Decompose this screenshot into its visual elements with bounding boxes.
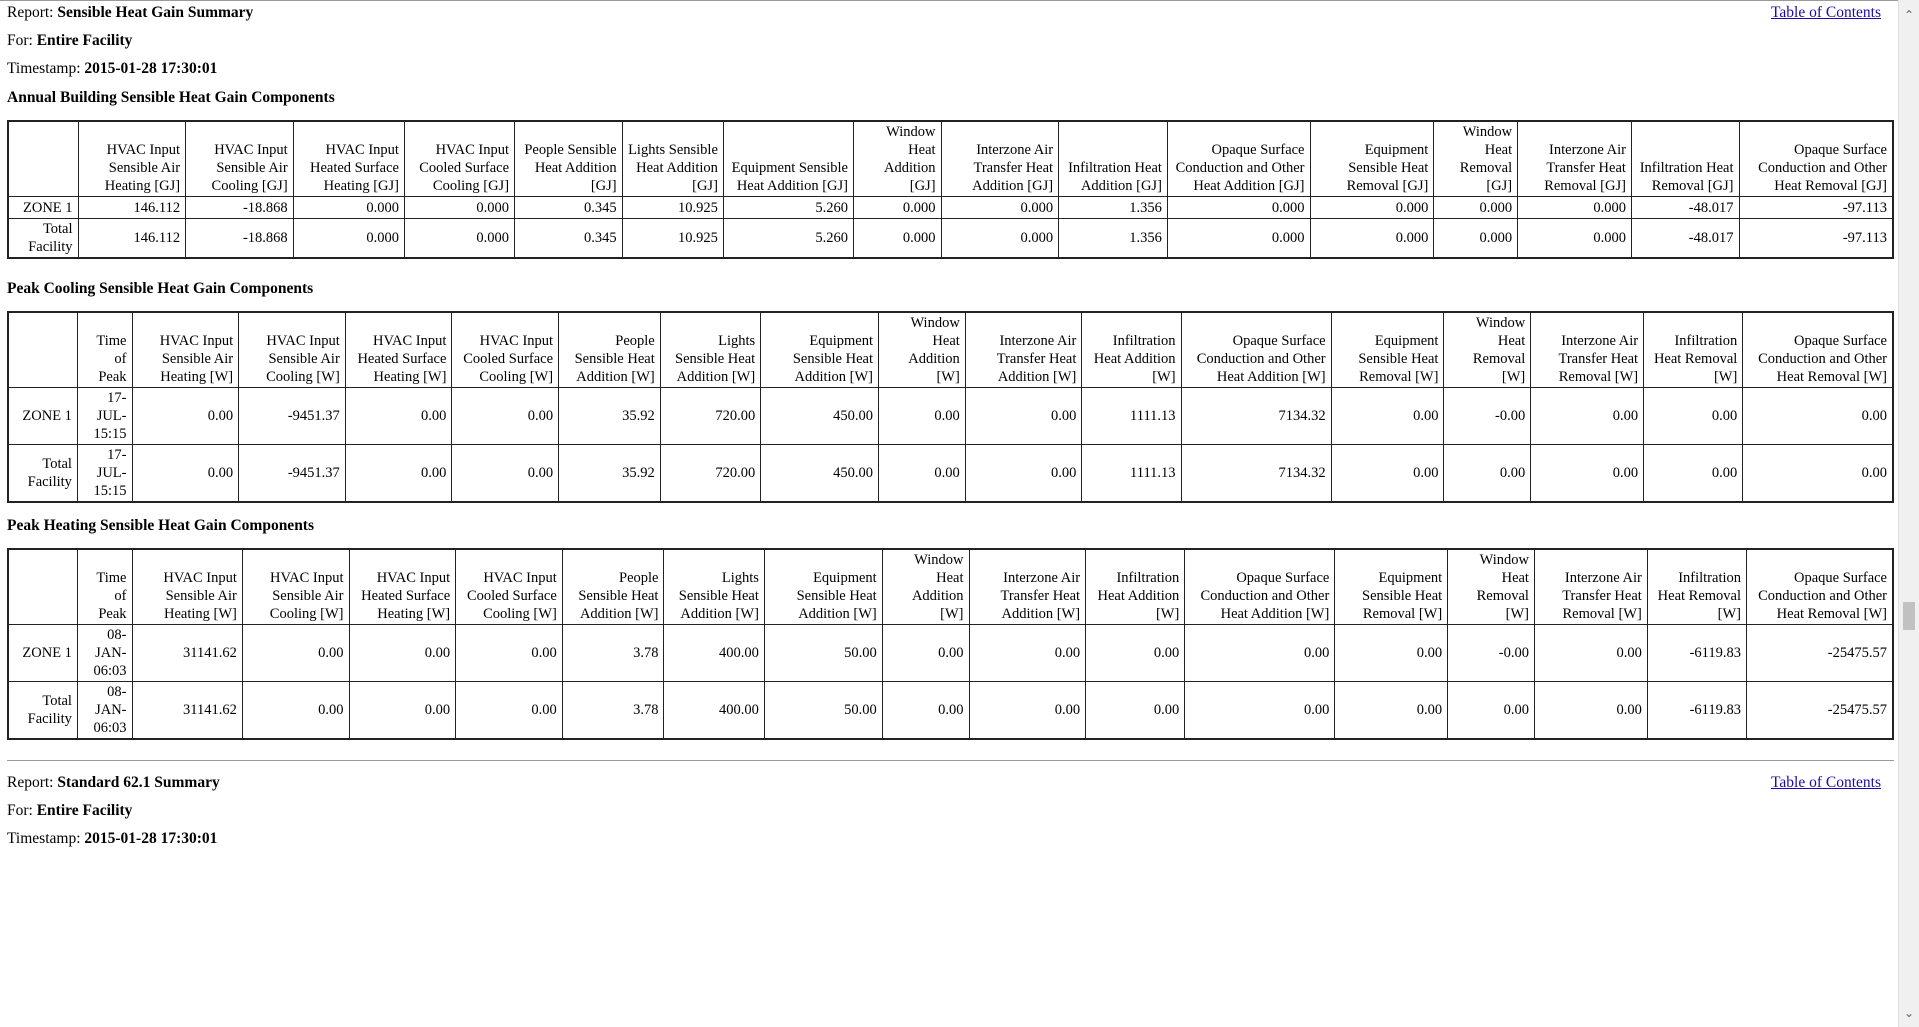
table-cell: 0.00 (345, 445, 452, 503)
table-cell: 0.00 (1644, 445, 1743, 503)
column-header: Lights Sensible Heat Addition [GJ] (622, 121, 723, 197)
table-cell: 720.00 (660, 388, 760, 445)
table-cell: 0.00 (1185, 625, 1335, 682)
table-cell: 0.00 (1335, 625, 1448, 682)
column-header: HVAC Input Cooled Surface Cooling [W] (456, 549, 563, 625)
chevron-up-icon[interactable]: ⌃ (1903, 8, 1915, 22)
column-header: Infiltration Heat Removal [W] (1644, 312, 1743, 388)
column-header: HVAC Input Sensible Air Heating [GJ] (78, 121, 186, 197)
table-cell: 0.00 (1086, 682, 1185, 740)
column-header: Opaque Surface Conduction and Other Heat Removal [GJ] (1739, 121, 1893, 197)
column-header: Opaque Surface Conduction and Other Heat Addition [W] (1185, 549, 1335, 625)
row-header-cell: Total Facility (8, 445, 77, 503)
table-cell: 0.00 (456, 625, 563, 682)
column-header: HVAC Input Sensible Air Cooling [GJ] (186, 121, 294, 197)
row-header-cell: Total Facility (8, 682, 77, 740)
table-cell: 146.112 (78, 197, 186, 219)
column-header: Window Heat Removal [GJ] (1434, 121, 1518, 197)
table-cell: -0.00 (1448, 625, 1535, 682)
corner-header-cell (8, 549, 77, 625)
table-cell: 7134.32 (1181, 388, 1331, 445)
table-cell: 1111.13 (1082, 388, 1181, 445)
report-separator (7, 760, 1894, 761)
column-header: HVAC Input Heated Surface Heating [W] (345, 312, 452, 388)
table-cell: 0.00 (242, 625, 349, 682)
table-cell: 0.00 (456, 682, 563, 740)
column-header: Infiltration Heat Removal [GJ] (1631, 121, 1739, 197)
annual-section-title: Annual Building Sensible Heat Gain Components (7, 89, 335, 106)
report2-timestamp-value: 2015-01-28 17:30:01 (84, 830, 218, 847)
report2-timestamp-line (7, 830, 217, 848)
column-header: Infiltration Heat Addition [GJ] (1059, 121, 1168, 197)
column-header: Window Heat Addition [GJ] (853, 121, 941, 197)
table-cell: 0.00 (132, 445, 239, 503)
corner-header-cell (8, 312, 77, 388)
table-cell: 0.000 (1518, 219, 1632, 259)
report-title-line (7, 4, 253, 22)
table-cell: 0.00 (969, 682, 1086, 740)
report-for-line (7, 32, 132, 50)
table-cell: 0.00 (1531, 388, 1644, 445)
table-row (8, 625, 1893, 682)
table-cell: 0.000 (404, 197, 514, 219)
table-cell: 0.00 (1331, 388, 1444, 445)
table-cell: -97.113 (1739, 197, 1893, 219)
table-row (8, 682, 1893, 740)
table-of-contents-link-2[interactable]: Table of Contents (1771, 774, 1881, 791)
table-cell: -0.00 (1444, 388, 1531, 445)
row-header-cell: Total Facility (8, 219, 78, 259)
column-header: HVAC Input Sensible Air Cooling [W] (242, 549, 349, 625)
table-cell: 400.00 (664, 625, 764, 682)
table-cell: -18.868 (186, 219, 294, 259)
timestamp-label: Timestamp: (7, 60, 81, 77)
column-header: Equipment Sensible Heat Addition [W] (761, 312, 879, 388)
table-cell: 0.00 (1448, 682, 1535, 740)
column-header: Interzone Air Transfer Heat Addition [GJ] (941, 121, 1059, 197)
column-header: Interzone Air Transfer Heat Addition [W] (965, 312, 1082, 388)
time-of-peak-cell: 08-JAN-06:03 (77, 682, 132, 740)
column-header: Time of Peak (77, 312, 132, 388)
table-cell: 0.00 (965, 445, 1082, 503)
table-cell: 0.000 (1167, 219, 1310, 259)
table-cell: 0.000 (293, 197, 404, 219)
column-header: HVAC Input Cooled Surface Cooling [W] (452, 312, 559, 388)
table-cell: 0.00 (1185, 682, 1335, 740)
for-label: For: (7, 32, 33, 49)
table-cell: 0.000 (941, 219, 1059, 259)
column-header: Interzone Air Transfer Heat Removal [W] (1531, 312, 1644, 388)
report2-for-line (7, 802, 132, 820)
column-header: Time of Peak (77, 549, 132, 625)
column-header: Equipment Sensible Heat Addition [W] (764, 549, 882, 625)
table-cell: 31141.62 (132, 625, 242, 682)
table-cell: -6119.83 (1647, 682, 1746, 740)
timestamp-value: 2015-01-28 17:30:01 (84, 60, 218, 77)
table-cell: 0.00 (242, 682, 349, 740)
table-cell: 50.00 (764, 625, 882, 682)
column-header: Equipment Sensible Heat Removal [W] (1335, 549, 1448, 625)
column-header: HVAC Input Sensible Air Cooling [W] (239, 312, 346, 388)
column-header: HVAC Input Cooled Surface Cooling [GJ] (404, 121, 514, 197)
table-cell: 3.78 (562, 682, 664, 740)
table-of-contents-link[interactable]: Table of Contents (1771, 4, 1881, 21)
column-header: HVAC Input Heated Surface Heating [GJ] (293, 121, 404, 197)
report2-title-line (7, 774, 220, 792)
column-header: Window Heat Removal [W] (1448, 549, 1535, 625)
column-header: Opaque Surface Conduction and Other Heat Removal [W] (1743, 312, 1893, 388)
table-cell: 5.260 (723, 197, 853, 219)
table-cell: 0.000 (1434, 197, 1518, 219)
table-cell: 0.00 (1644, 388, 1743, 445)
table-cell: -48.017 (1631, 219, 1739, 259)
column-header: People Sensible Heat Addition [GJ] (515, 121, 623, 197)
peak-heating-header-row (8, 549, 1893, 625)
table-cell: 0.00 (879, 388, 966, 445)
for-value: Entire Facility (36, 32, 133, 49)
column-header: Interzone Air Transfer Heat Removal [W] (1534, 549, 1647, 625)
table-cell: -97.113 (1739, 219, 1893, 259)
table-cell: 0.000 (293, 219, 404, 259)
table-cell: 1.356 (1059, 219, 1168, 259)
peak-heating-table (7, 548, 1894, 740)
table-cell: 0.000 (1434, 219, 1518, 259)
table-cell: 0.00 (1534, 625, 1647, 682)
table-cell: 0.00 (879, 445, 966, 503)
table-cell: 0.00 (452, 445, 559, 503)
peak-cooling-header-row (8, 312, 1893, 388)
table-cell: 400.00 (664, 682, 764, 740)
table-cell: 0.00 (882, 682, 969, 740)
table-cell: 7134.32 (1181, 445, 1331, 503)
column-header: Infiltration Heat Removal [W] (1647, 549, 1746, 625)
report-name: Sensible Heat Gain Summary (57, 4, 254, 21)
column-header: HVAC Input Heated Surface Heating [W] (349, 549, 456, 625)
table-cell: 450.00 (761, 445, 879, 503)
table-cell: 0.000 (404, 219, 514, 259)
peak-cooling-table (7, 311, 1894, 503)
report-label: Report: (7, 4, 54, 21)
table-cell: 0.00 (965, 388, 1082, 445)
table-cell: 3.78 (562, 625, 664, 682)
time-of-peak-cell: 08-JAN-06:03 (77, 625, 132, 682)
table-cell: 146.112 (78, 219, 186, 259)
table-cell: -18.868 (186, 197, 294, 219)
column-header: People Sensible Heat Addition [W] (562, 549, 664, 625)
scrollbar-thumb[interactable] (1903, 602, 1915, 630)
annual-table (7, 120, 1894, 259)
table-cell: 0.000 (853, 197, 941, 219)
table-cell: 5.260 (723, 219, 853, 259)
column-header: Equipment Sensible Heat Removal [W] (1331, 312, 1444, 388)
column-header: Opaque Surface Conduction and Other Heat Addition [GJ] (1167, 121, 1310, 197)
table-cell: -25475.57 (1747, 682, 1893, 740)
table-cell: -25475.57 (1747, 625, 1893, 682)
row-header-cell: ZONE 1 (8, 625, 77, 682)
report2-for-value: Entire Facility (36, 802, 133, 819)
table-cell: -48.017 (1631, 197, 1739, 219)
table-cell: 35.92 (559, 388, 661, 445)
table-cell: -6119.83 (1647, 625, 1746, 682)
column-header: Window Heat Addition [W] (882, 549, 969, 625)
column-header: Window Heat Addition [W] (879, 312, 966, 388)
report2-label: Report: (7, 774, 54, 791)
column-header: Infiltration Heat Addition [W] (1082, 312, 1181, 388)
table-cell: 0.00 (349, 625, 456, 682)
chevron-down-icon[interactable]: ⌄ (1903, 1006, 1915, 1020)
table-cell: 50.00 (764, 682, 882, 740)
time-of-peak-cell: 17-JUL-15:15 (77, 388, 132, 445)
table-cell: 0.00 (1531, 445, 1644, 503)
table-cell: 0.00 (1086, 625, 1185, 682)
table-cell: 0.00 (1743, 445, 1893, 503)
column-header: Infiltration Heat Addition [W] (1086, 549, 1185, 625)
report2-name: Standard 62.1 Summary (57, 774, 220, 791)
column-header: People Sensible Heat Addition [W] (559, 312, 661, 388)
table-cell: 0.00 (452, 388, 559, 445)
table-cell: 0.000 (941, 197, 1059, 219)
table-cell: 450.00 (761, 388, 879, 445)
table-cell: 0.00 (1444, 445, 1531, 503)
table-cell: 35.92 (559, 445, 661, 503)
table-row (8, 445, 1893, 503)
column-header: Equipment Sensible Heat Removal [GJ] (1310, 121, 1434, 197)
table-row (8, 388, 1893, 445)
table-cell: 0.345 (515, 197, 623, 219)
vertical-scrollbar[interactable] (1898, 0, 1919, 1027)
row-header-cell: ZONE 1 (8, 388, 77, 445)
column-header: Lights Sensible Heat Addition [W] (664, 549, 764, 625)
table-cell: 10.925 (622, 197, 723, 219)
table-cell: 0.00 (882, 625, 969, 682)
peak-cooling-section-title: Peak Cooling Sensible Heat Gain Components (7, 280, 314, 297)
table-cell: 0.00 (1534, 682, 1647, 740)
column-header: Opaque Surface Conduction and Other Heat Addition [W] (1181, 312, 1331, 388)
table-cell: 0.345 (515, 219, 623, 259)
column-header: Window Heat Removal [W] (1444, 312, 1531, 388)
column-header: Lights Sensible Heat Addition [W] (660, 312, 760, 388)
table-cell: 0.00 (969, 625, 1086, 682)
table-cell: 0.000 (1167, 197, 1310, 219)
table-cell: 0.000 (1310, 197, 1434, 219)
table-cell: 0.00 (1331, 445, 1444, 503)
table-row (8, 197, 1893, 219)
column-header: Interzone Air Transfer Heat Removal [GJ] (1518, 121, 1632, 197)
table-cell: 0.00 (1743, 388, 1893, 445)
column-header: HVAC Input Sensible Air Heating [W] (132, 312, 239, 388)
table-cell: 0.000 (853, 219, 941, 259)
column-header: Equipment Sensible Heat Addition [GJ] (723, 121, 853, 197)
table-cell: 0.00 (1335, 682, 1448, 740)
report2-timestamp-label: Timestamp: (7, 830, 81, 847)
table-cell: 0.000 (1518, 197, 1632, 219)
table-cell: 0.00 (132, 388, 239, 445)
top-divider (0, 0, 1899, 1)
peak-heating-section-title: Peak Heating Sensible Heat Gain Components (7, 517, 315, 534)
table-cell: 0.000 (1310, 219, 1434, 259)
report-timestamp-line (7, 60, 217, 78)
table-cell: 720.00 (660, 445, 760, 503)
table-row (8, 219, 1893, 259)
table-cell: -9451.37 (239, 445, 346, 503)
row-header-cell: ZONE 1 (8, 197, 78, 219)
column-header: Interzone Air Transfer Heat Addition [W] (969, 549, 1086, 625)
table-cell: 31141.62 (132, 682, 242, 740)
table-cell: 0.00 (345, 388, 452, 445)
table-cell: 0.00 (349, 682, 456, 740)
annual-header-row (8, 121, 1893, 197)
corner-header-cell (8, 121, 78, 197)
time-of-peak-cell: 17-JUL-15:15 (77, 445, 132, 503)
column-header: Opaque Surface Conduction and Other Heat Removal [W] (1747, 549, 1893, 625)
table-cell: 1111.13 (1082, 445, 1181, 503)
report2-for-label: For: (7, 802, 33, 819)
table-cell: 10.925 (622, 219, 723, 259)
table-cell: 1.356 (1059, 197, 1168, 219)
table-cell: -9451.37 (239, 388, 346, 445)
column-header: HVAC Input Sensible Air Heating [W] (132, 549, 242, 625)
